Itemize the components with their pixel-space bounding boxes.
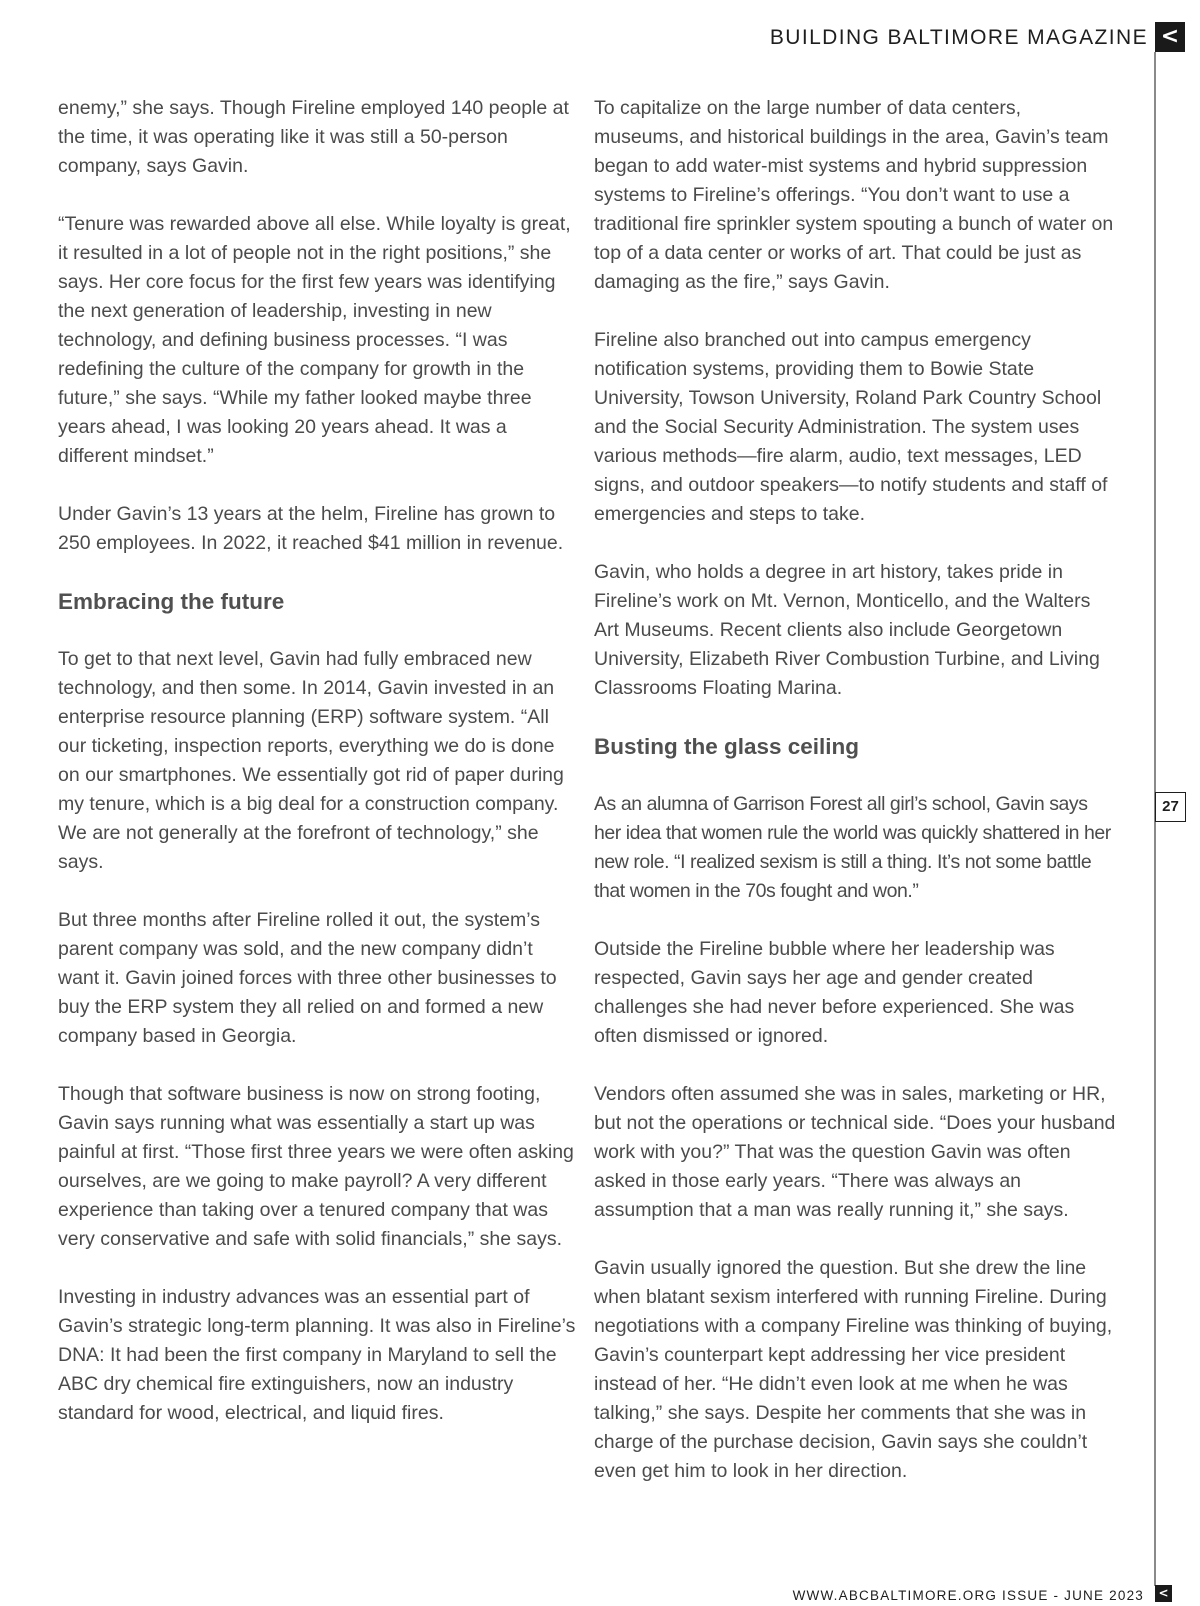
paragraph: Fireline also branched out into campus emergency notification systems, providing them to Bowie State University, Towson University, Roland Park Country School and the Social Security Administration. The system uses various methods—fire alarm, audio, text messages, LED signs, and outdoor speakers—to notify students and staff of emergencies and steps to take. <box>594 329 1108 525</box>
paragraph: Vendors often assumed she was in sales, marketing or HR, but not the operations or technical side. “Does your husband work with you?” That was the question Gavin was often asked in those early years. “There was always an assumption that a man was really running it,” she says. <box>594 1083 1116 1221</box>
paragraph: But three months after Fireline rolled it out, the system’s parent company was sold, and the new company didn’t want it. Gavin joined forces with three other businesses to buy the ERP system they all relied on and formed a new company based in Georgia. <box>58 909 557 1047</box>
footer-back-arrow-icon[interactable]: < <box>1155 1585 1172 1602</box>
magazine-title: BUILDING BALTIMORE MAGAZINE <box>769 26 1148 49</box>
right-column <box>594 94 1116 1515</box>
paragraph: “Tenure was rewarded above all else. While loyalty is great, it resulted in a lot of people not in the right positions,” she says. Her core focus for the first few years was identifying the next generation of leadership, investing in new technology, and defining business processes. “I was redefining the culture of the company for growth in the future,” she says. “While my father looked maybe three years ahead, I was looking 20 years ahead. It was a different mindset.” <box>58 213 571 467</box>
paragraph: To get to that next level, Gavin had fully embraced new technology, and then some. In 2014, Gavin invested in an enterprise resource planning (ERP) software system. “All our ticketing, inspection reports, everything we do is done on our smartphones. We essentially got rid of paper during my tenure, which is a big deal for a construction company. We are not generally at the forefront of technology,” she says. <box>58 648 564 873</box>
paragraph: To capitalize on the large number of data centers, museums, and historical buildings in the area, Gavin’s team began to add water-mist systems and hybrid suppression systems to Fireline’s offerings. “You don’t want to use a traditional fire sprinkler system spouting a bunch of water on top of a data center or works of art. That could be just as damaging as the fire,” says Gavin. <box>594 97 1114 293</box>
paragraph: Gavin, who holds a degree in art history, takes pride in Fireline’s work on Mt. Vernon, Monticello, and the Walters Art Museums. Recent clients also include Georgetown University, Elizabeth River Combustion Turbine, and Living Classrooms Floating Marina. <box>594 561 1100 699</box>
paragraph: enemy,” she says. Though Fireline employed 140 people at the time, it was operating like it was still a 50-person company, says Gavin. <box>58 97 569 177</box>
section-heading: Embracing the future <box>58 589 285 614</box>
page-number: 27 <box>1155 792 1186 822</box>
paragraph: Outside the Fireline bubble where her leadership was respected, Gavin says her age and gender created challenges she had never before experienced. She was often dismissed or ignored. <box>594 938 1075 1047</box>
paragraph: Under Gavin’s 13 years at the helm, Fireline has grown to 250 employees. In 2022, it reached $41 million in revenue. <box>58 503 564 554</box>
footer-website-issue: WWW.ABCBALTIMORE.ORG ISSUE - JUNE 2023 <box>792 1588 1144 1603</box>
paragraph: As an alumna of Garrison Forest all girl’s school, Gavin says her idea that women rule the world was quickly shattered in her new role. “I realized sexism is still a thing. It’s not some battle that women in the 70s fought and won.” <box>594 793 1111 902</box>
paragraph: Gavin usually ignored the question. But she drew the line when blatant sexism interfered with running Fireline. During negotiations with a company Fireline was thinking of buying, Gavin’s counterpart kept addressing her vice president instead of her. “He didn’t even look at me when he was talking,” she says. Despite her comments that she was in charge of the purchase decision, Gavin says she couldn’t even get him to look in her direction. <box>594 1257 1113 1482</box>
paragraph: Investing in industry advances was an essential part of Gavin’s strategic long-term planning. It was also in Fireline’s DNA: It had been the first company in Maryland to sell the ABC dry chemical fire extinguishers, now an industry standard for wood, electrical, and liquid fires. <box>58 1286 576 1424</box>
section-heading: Busting the glass ceiling <box>594 734 860 759</box>
paragraph: Though that software business is now on strong footing, Gavin says running what was essentially a start up was painful at first. “Those first three years we were often asking ourselves, are we going to make payroll? A very different experience than taking over a tenured company that was very conservative and safe with solid financials,” she says. <box>58 1083 574 1250</box>
left-column <box>58 94 578 1457</box>
back-arrow-icon[interactable]: < <box>1155 22 1185 52</box>
